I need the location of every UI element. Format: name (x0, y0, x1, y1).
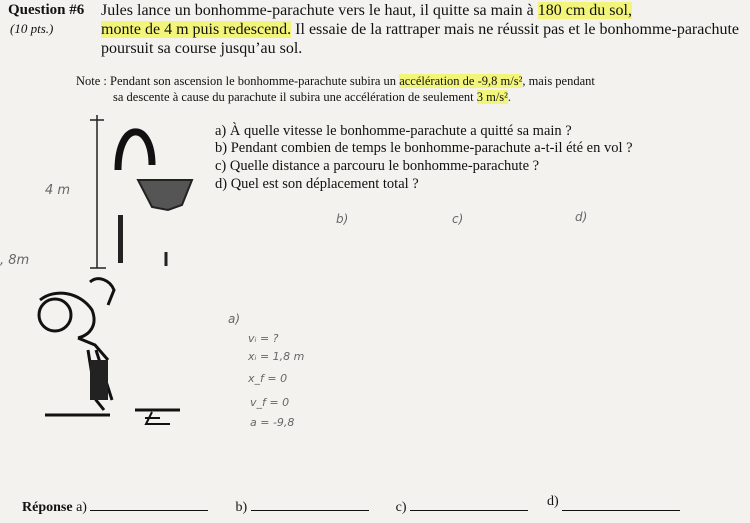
problem-line-1 (101, 2, 632, 20)
highlight-height: 180 cm du sol, (537, 2, 632, 19)
sub-question-a: a) À quelle vitesse le bonhomme-parachute a quitté sa main ? (215, 123, 572, 139)
note-line-1 (76, 74, 595, 89)
height-label-4m: 4 m (45, 183, 71, 198)
note-text: . (507, 90, 512, 104)
work-a-label: a) (228, 312, 241, 326)
parachute-illustration (0, 110, 215, 440)
sub-question-d: d) Quel est son déplacement total ? (215, 176, 419, 192)
note-text: sa descente à cause du parachute il subira une accélération de seulement (113, 90, 477, 104)
note-line-2 (113, 90, 511, 105)
work-column-d: d) (575, 210, 588, 224)
work-line: vᵢ = ? (248, 332, 279, 345)
question-points: (10 pts.) (10, 21, 54, 36)
work-line: v_f = 0 (250, 396, 290, 409)
sub-question-c: c) Quelle distance a parcouru le bonhomme-parachute ? (215, 158, 540, 174)
work-column-b: b) (336, 212, 349, 226)
answer-c-label: c) (395, 500, 407, 515)
highlight-rise: monte de 4 m puis redescend. (101, 21, 292, 38)
question-number: Question #6 (8, 2, 85, 18)
answer-a-label: a) (76, 500, 87, 515)
answer-b-label: b) (235, 500, 248, 515)
height-label-1-8m: , 8m (0, 253, 30, 268)
problem-line-2 (101, 21, 739, 39)
work-line: a = -9,8 (250, 416, 295, 429)
note-text: , mais pendant (522, 74, 595, 88)
answer-row (22, 496, 680, 516)
sub-question-b: b) Pendant combien de temps le bonhomme-parachute a-t-il été en vol ? (215, 140, 633, 156)
problem-text: Il essaie de la rattraper mais ne réussit pas et le bonhomme-parachute (291, 21, 739, 38)
answer-c-field[interactable] (410, 496, 528, 511)
answer-d-field[interactable] (562, 496, 680, 511)
ground-mark (145, 412, 170, 424)
thrown-object (118, 215, 123, 263)
answer-label: Réponse (22, 500, 73, 515)
thrower-figure (39, 279, 114, 410)
arc-figure (118, 132, 152, 170)
highlight-acceleration-up: accélération de -9,8 m/s² (399, 74, 523, 88)
work-line: xᵢ = 1,8 m (248, 350, 305, 363)
problem-line-3: poursuit sa course jusqu’au sol. (101, 40, 303, 57)
problem-text: Jules lance un bonhomme-parachute vers le haut, il quitte sa main à (101, 2, 538, 19)
work-column-c: c) (452, 212, 464, 226)
work-line: x_f = 0 (248, 372, 288, 385)
highlight-acceleration-down: 3 m/s² (476, 90, 508, 104)
answer-b-field[interactable] (251, 496, 369, 511)
note-text: Note : Pendant son ascension le bonhomme-parachute subira un (76, 74, 400, 88)
answer-a-field[interactable] (90, 496, 208, 511)
answer-d-label: d) (547, 494, 559, 509)
parachute-canopy (138, 180, 192, 210)
